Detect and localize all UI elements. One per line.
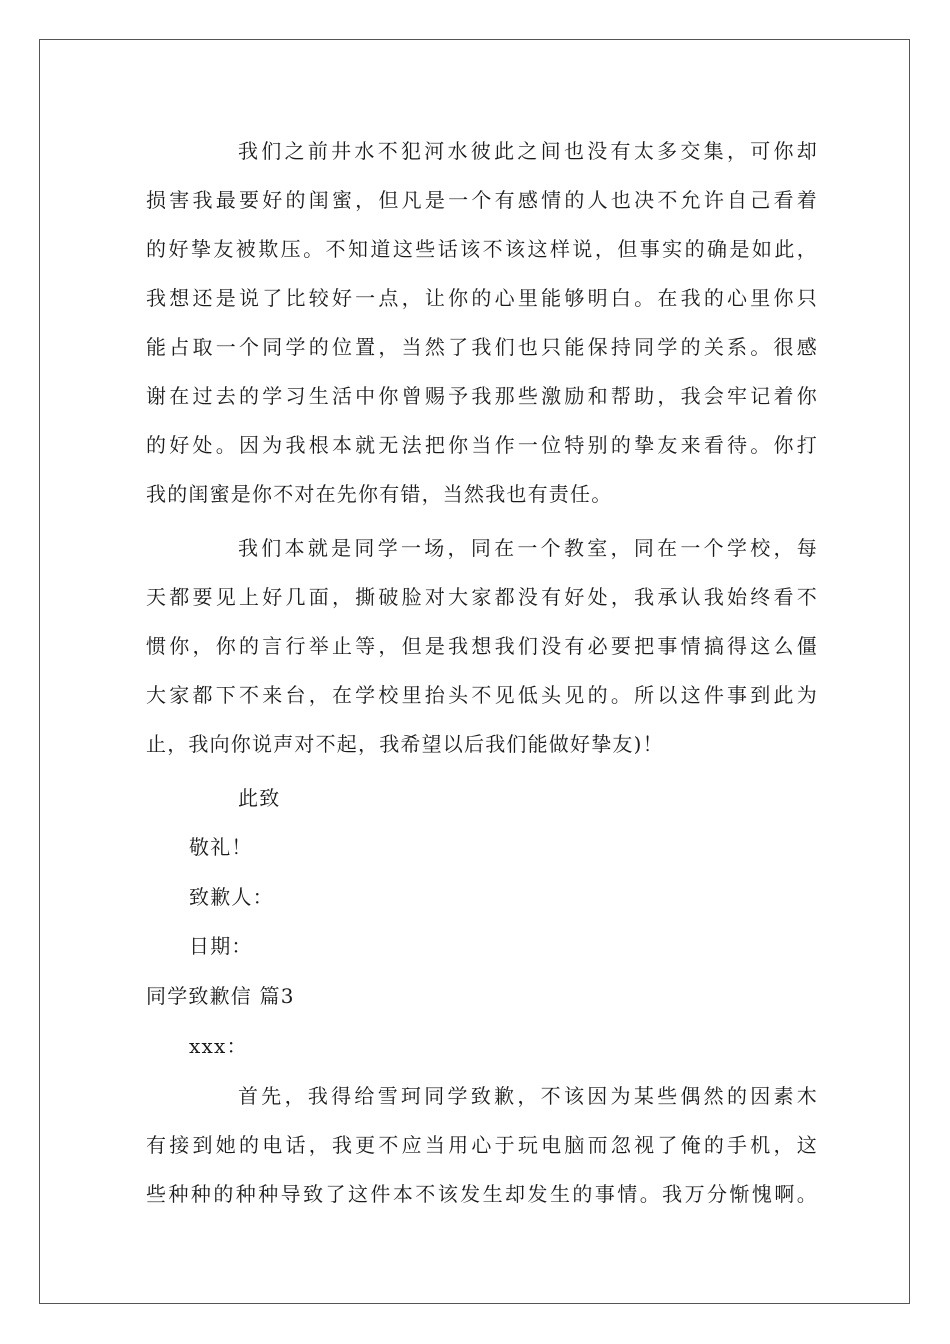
date-label: 日期： (189, 934, 253, 958)
paragraph-2-line-2: 天都要见上好几面，撕破脸对大家都没有好处，我承认我始终看不 (146, 585, 818, 609)
paragraph-1-line-5: 能占取一个同学的位置，当然了我们也只能保持同学的关系。很感 (146, 335, 818, 359)
paragraph-3-line-3: 些种种的种种导致了这件本不该发生却发生的事情。我万分惭愧啊。 (146, 1182, 818, 1206)
paragraph-1-line-1: 我们之前井水不犯河水彼此之间也没有太多交集，可你却 (238, 139, 818, 163)
paragraph-1-line-3: 的好挚友被欺压。不知道这些话该不该这样说，但事实的确是如此， (146, 237, 818, 261)
paragraph-3-line-1: 首先，我得给雪珂同学致歉，不该因为某些偶然的因素木 (238, 1084, 818, 1108)
paragraph-2-line-4: 大家都下不来台，在学校里抬头不见低头见的。所以这件事到此为 (146, 683, 818, 707)
paragraph-1-line-4: 我想还是说了比较好一点，让你的心里能够明白。在我的心里你只 (146, 286, 818, 310)
apologizer-label: 致歉人： (189, 885, 274, 909)
section-title: 同学致歉信 篇3 (146, 984, 295, 1008)
paragraph-3-line-2: 有接到她的电话，我更不应当用心于玩电脑而忽视了俺的手机，这 (146, 1133, 818, 1157)
paragraph-2-line-1: 我们本就是同学一场，同在一个教室，同在一个学校，每 (238, 536, 818, 560)
paragraph-1-line-2: 损害我最要好的闺蜜，但凡是一个有感情的人也决不允许自己看着 (146, 188, 818, 212)
paragraph-1-line-7: 的好处。因为我根本就无法把你当作一位特别的挚友来看待。你打 (146, 433, 818, 457)
paragraph-2-line-3: 惯你，你的言行举止等，但是我想我们没有必要把事情搞得这么僵 (146, 634, 818, 658)
salute-text: 敬礼！ (189, 835, 253, 859)
closing-text: 此致 (238, 786, 281, 810)
recipient-salutation: xxx： (189, 1034, 248, 1058)
paragraph-2-line-5: 止，我向你说声对不起，我希望以后我们能做好挚友)！ (146, 732, 664, 756)
paragraph-1-line-6: 谢在过去的学习生活中你曾赐予我那些激励和帮助，我会牢记着你 (146, 384, 818, 408)
paragraph-1-line-8: 我的闺蜜是你不对在先你有错，当然我也有责任。 (146, 482, 613, 506)
